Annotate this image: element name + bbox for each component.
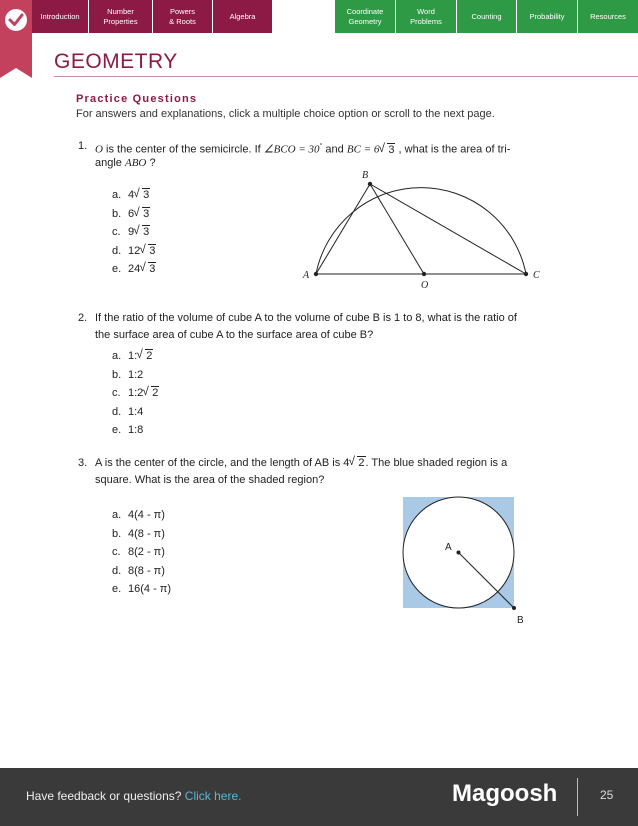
question-number: 2. [78,312,88,324]
label-b: B [517,615,524,626]
option-b[interactable]: b. 1:2 [112,368,144,381]
feedback-link[interactable]: Click here. [184,789,242,803]
label-c: C [533,270,540,281]
tab-number-properties[interactable]: Number Properties [89,0,152,33]
option-c[interactable]: c. 8(2 - π) [112,546,165,558]
label-a: A [303,270,310,281]
question-stem: O is the center of the semicircle. If ∠BCO = 30° and BC = 6√ 3 , what is the area of tri- [95,138,510,159]
q1-options [112,186,156,279]
tab-introduction[interactable]: Introduction [32,0,88,33]
question-stem: If the ratio of the volume of cube A to the volume of cube B is 1 to 8, what is the ratio of [95,312,517,324]
tab-algebra[interactable]: Algebra [213,0,272,33]
option-a[interactable]: a. 1: √ 2 [112,347,159,366]
option-d[interactable]: d. 1:4 [112,405,144,418]
feedback-text: Have feedback or questions? Click here. [26,789,242,803]
circle-square-diagram [400,494,528,628]
tab-probability[interactable]: Probability [517,0,577,33]
top-nav [0,0,638,33]
option-d[interactable]: d. 12 √ 3 [112,242,156,261]
option-e[interactable]: e. 1:8 [112,424,144,436]
semicircle-diagram [298,168,548,292]
q2-options [112,347,159,440]
tab-powers-roots[interactable]: Powers & Roots [153,0,212,33]
question-number: 3. [78,457,88,469]
option-e[interactable]: e. 24 √ 3 [112,260,156,279]
question-stem-line2: square. What is the area of the shaded region? [95,474,325,486]
q3-options [112,506,171,599]
title-divider [54,76,638,77]
label-o: O [421,280,429,291]
question-2 [78,310,578,346]
footer [0,768,638,826]
page-number: 25 [600,788,614,802]
option-b[interactable]: b. 6 √ 3 [112,205,156,224]
question-stem-line2: the surface area of cube A to the surface area of cube B? [95,329,374,341]
question-stem-line2: angle ABO ? [95,157,156,169]
question-number: 1. [78,140,88,152]
option-a[interactable]: a. 4(4 - π) [112,509,165,521]
magoosh-logo[interactable]: Magoosh [452,780,558,807]
section-heading: Practice Questions [76,93,198,105]
question-3 [78,455,578,491]
option-c[interactable]: c. 1:2 √ 2 [112,384,159,403]
label-a: A [445,542,452,553]
tab-coordinate-geometry[interactable]: Coordinate Geometry [335,0,395,33]
option-e[interactable]: e. 16(4 - π) [112,583,172,595]
tab-word-problems[interactable]: Word Problems [396,0,456,33]
option-b[interactable]: b. 4(8 - π) [112,527,165,540]
option-d[interactable]: d. 8(8 - π) [112,564,165,577]
magoosh-badge-icon[interactable] [0,0,32,80]
option-a[interactable]: a. 4 √ 3 [112,186,156,205]
page-title: GEOMETRY [54,50,178,73]
footer-divider [577,778,578,816]
label-b: B [362,170,369,181]
question-stem: A is the center of the circle, and the length of AB is 4√ 2. The blue shaded region is a [95,455,507,472]
instructions: For answers and explanations, click a multiple choice option or scroll to the next page. [76,108,495,120]
tab-counting[interactable]: Counting [457,0,516,33]
option-c[interactable]: c. 9 √ 3 [112,223,156,242]
tab-resources[interactable]: Resources [578,0,638,33]
